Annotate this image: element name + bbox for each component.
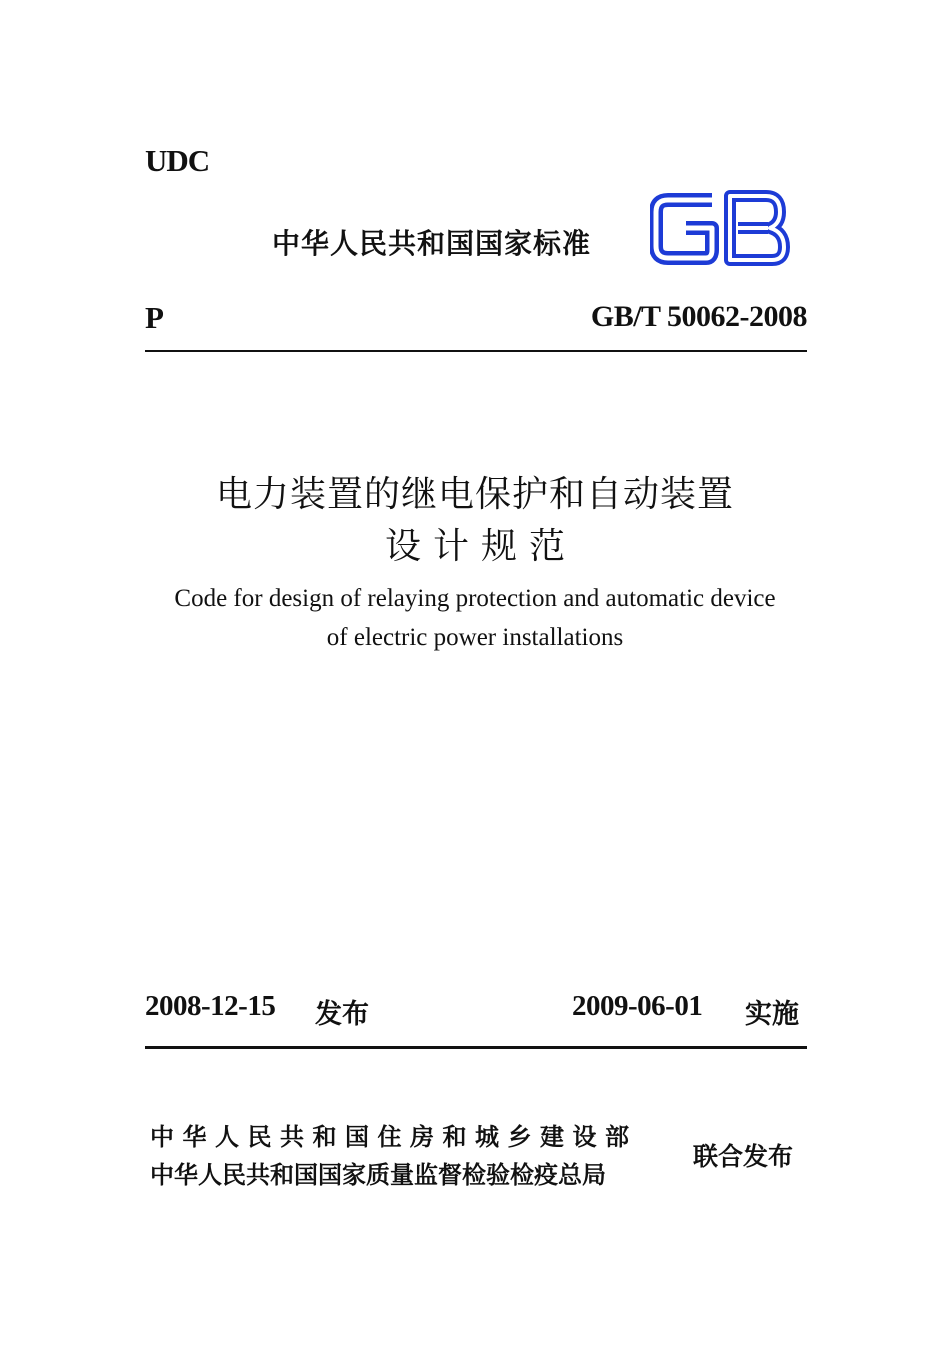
issue-label: 发布 <box>315 999 369 1030</box>
joint-issue-label: 联合发布 <box>693 1142 794 1171</box>
issuer-ministry-housing: 中华人民共和国住房和城乡建设部 <box>150 1123 638 1151</box>
implementation-label: 实施 <box>745 999 799 1030</box>
title-english-line1: Code for design of relaying protection and automatic device <box>174 585 776 612</box>
issuer-aqsiq: 中华人民共和国国家质量监督检验检疫总局 <box>150 1161 606 1189</box>
national-standard-heading: 中华人民共和国国家标准 <box>272 227 592 260</box>
standard-number: GB/T 50062-2008 <box>590 300 807 333</box>
udc-label: UDC <box>145 143 210 178</box>
category-code: P <box>145 300 164 335</box>
title-english-line2: of electric power installations <box>326 624 624 651</box>
issue-date: 2008-12-15 <box>145 990 276 1022</box>
gb-logo <box>650 188 790 266</box>
bottom-divider <box>145 1046 807 1049</box>
implementation-date: 2009-06-01 <box>572 990 703 1022</box>
top-divider <box>145 350 807 352</box>
title-chinese-line2: 设计规范 <box>384 526 577 567</box>
title-chinese-line1: 电力装置的继电保护和自动装置 <box>215 474 734 515</box>
